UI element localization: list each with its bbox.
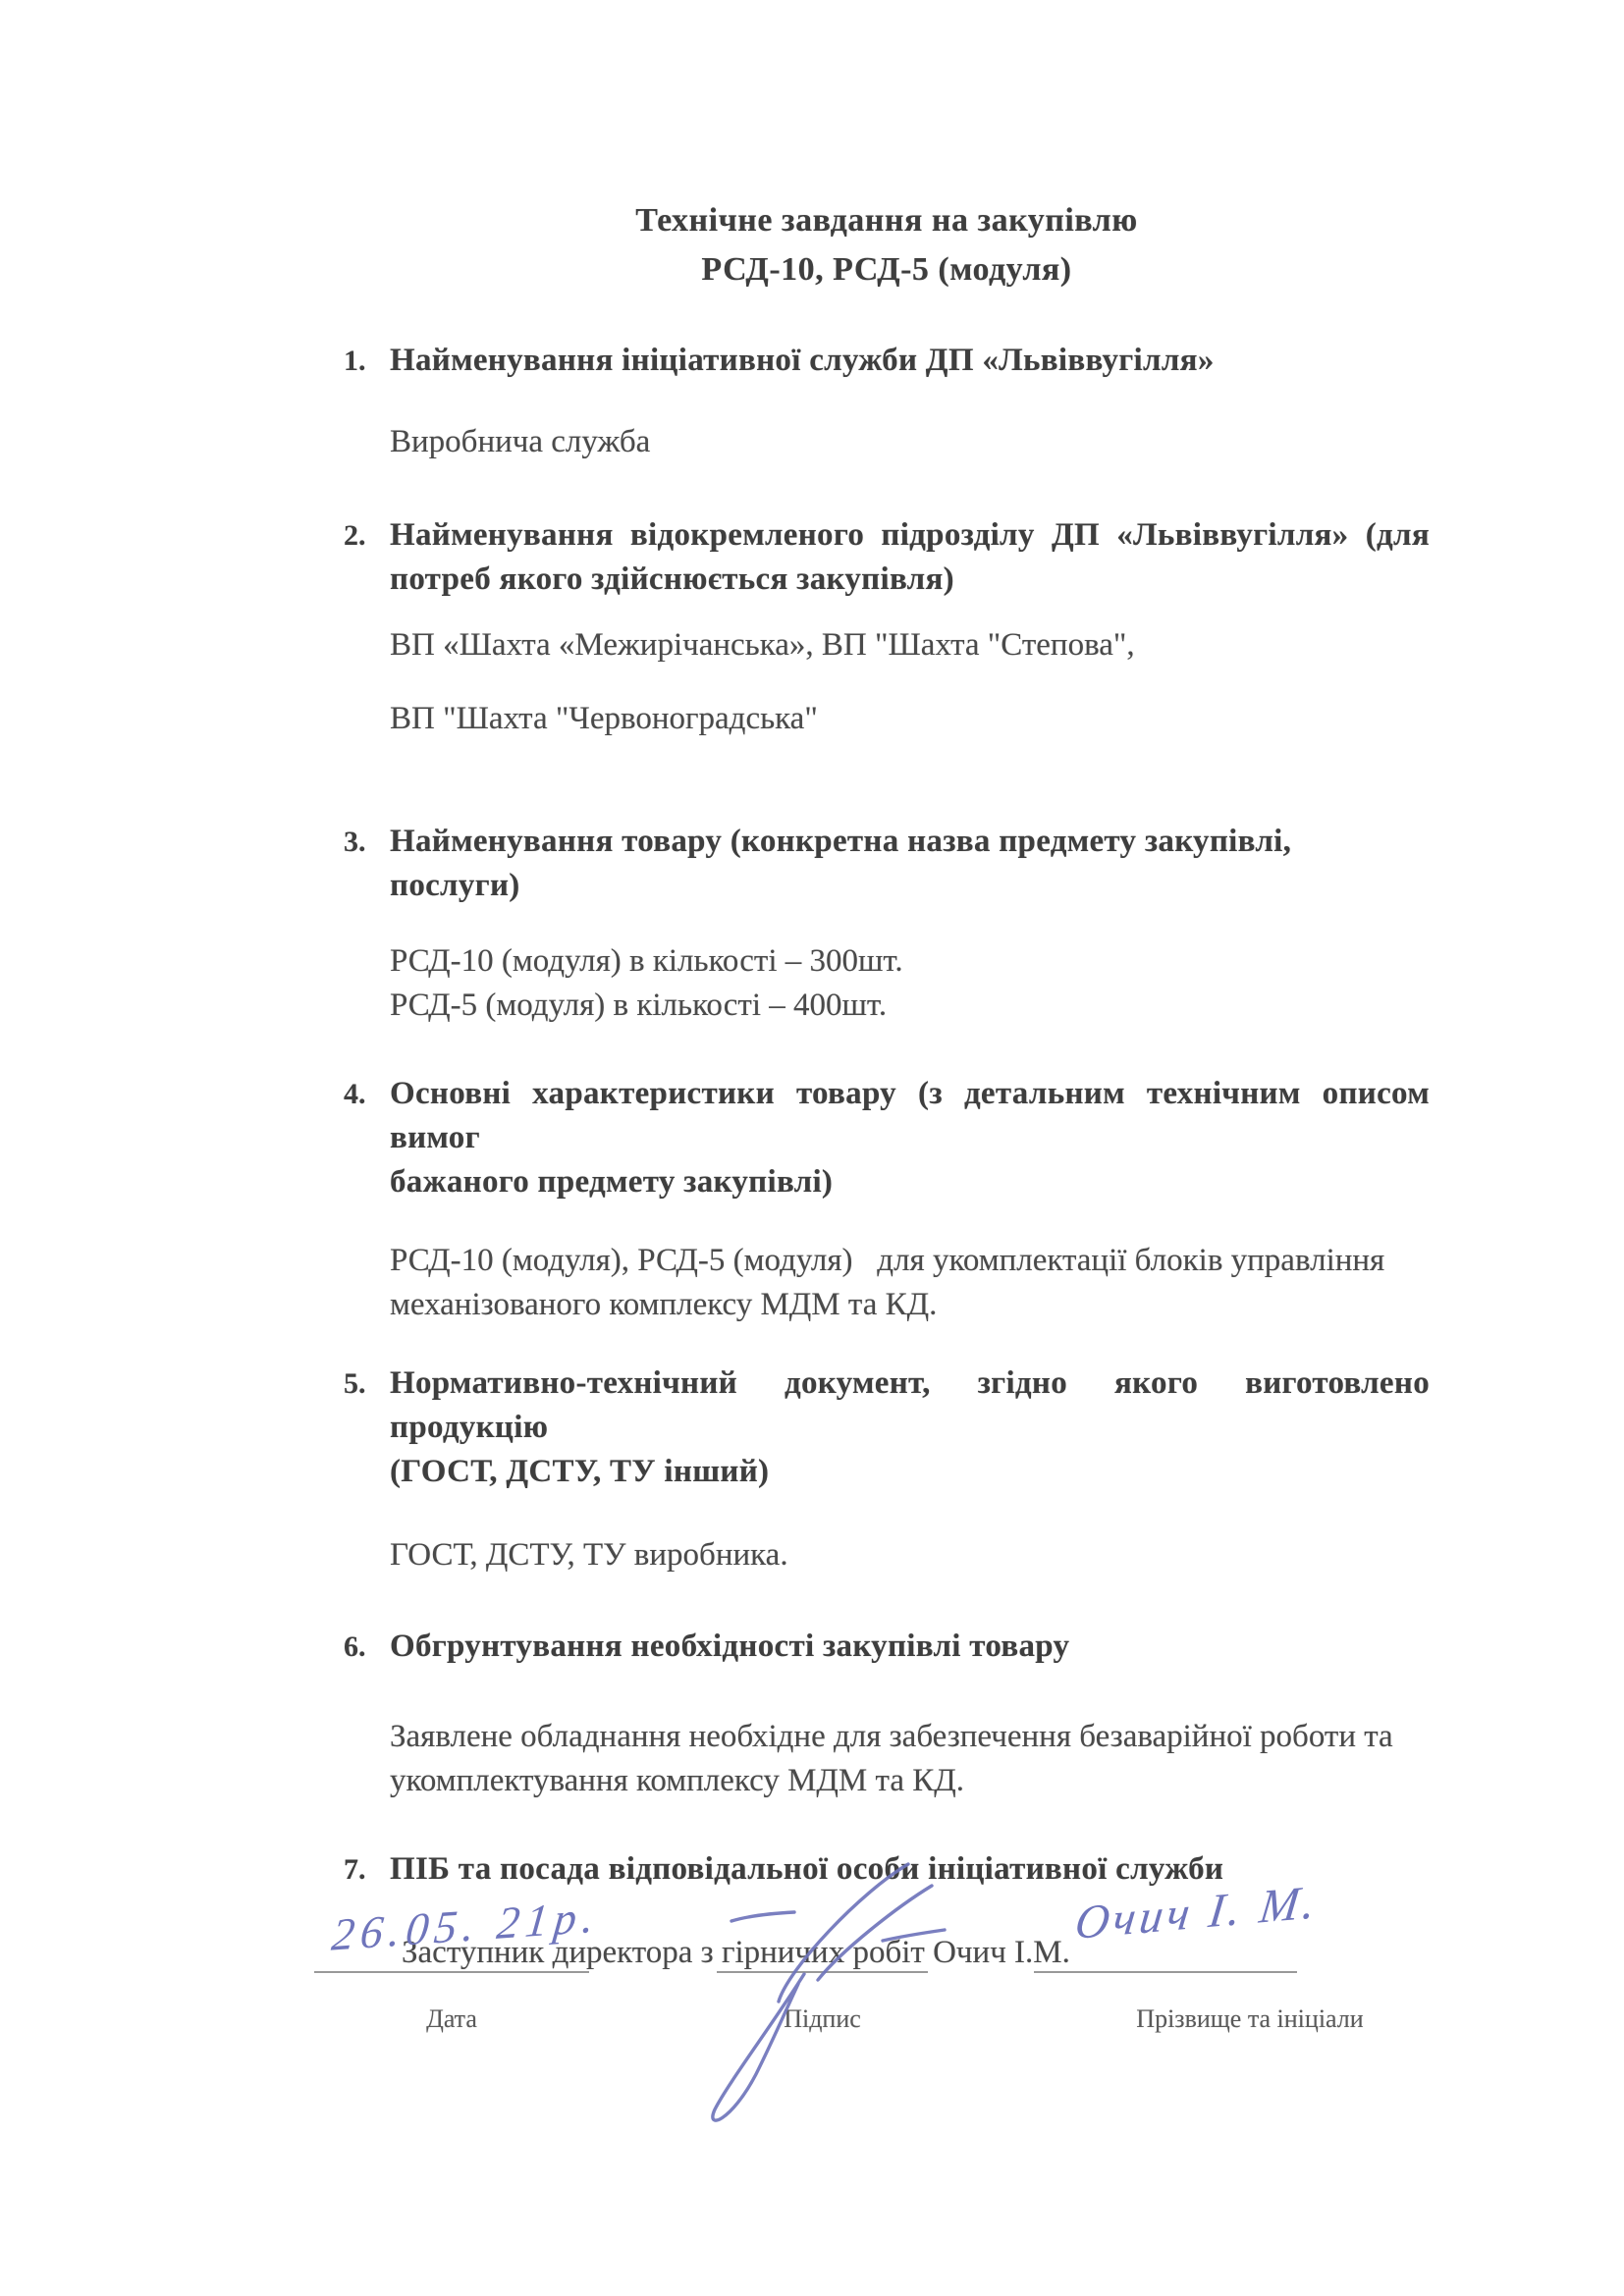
item-heading-line: Найменування товару (конкретна назва предмету закупівлі, послуги)	[390, 824, 1292, 903]
item-1	[344, 339, 1430, 464]
date-signature-group	[314, 1860, 603, 2034]
name-script-area	[1034, 1860, 1323, 1971]
signature-label: Підпис	[784, 2004, 861, 2033]
date-label: Дата	[426, 2004, 477, 2033]
item-number: 1.	[344, 345, 366, 377]
document-title-line1: Технічне завдання на закупівлю	[635, 202, 1138, 239]
item-heading	[390, 339, 1430, 383]
handwritten-date: 26.05. 21р.	[329, 1891, 603, 1960]
item-body-line: Заступник директора з гірничих робіт Очич І.М.	[402, 1935, 1070, 1970]
item-number: 2.	[344, 519, 366, 552]
item-body-line: РСД-5 (модуля) в кількості – 400шт.	[390, 988, 888, 1023]
item-heading-line: ПІБ та посада відповідальної особи ініціативної служби	[390, 1851, 1224, 1887]
item-2	[344, 513, 1430, 741]
item-heading-line: бажаного предмету закупівлі)	[390, 1164, 834, 1200]
item-heading	[390, 820, 1430, 908]
item-3	[344, 820, 1430, 1028]
handwritten-name: Очич І. М.	[1072, 1875, 1323, 1950]
signature-block	[0, 1860, 1624, 2155]
item-5	[344, 1362, 1430, 1577]
date-script-area	[314, 1860, 603, 1971]
item-number: 6.	[344, 1630, 366, 1663]
item-body-line: Заявлене обладнання необхідне для забезпечення безаварійної роботи та	[390, 1719, 1393, 1754]
item-number: 3.	[344, 826, 366, 858]
item-4	[344, 1072, 1430, 1327]
item-body-line: ГОСТ, ДСТУ, ТУ виробника.	[390, 1537, 788, 1573]
item-body-line: РСД-10 (модуля), РСД-5 (модуля) для укомплектації блоків управління	[390, 1243, 1385, 1278]
signature-script-area	[717, 1860, 928, 1971]
item-heading-line: потреб якого здійснюється закупівля)	[390, 561, 954, 597]
date-signature-line	[314, 1971, 589, 1973]
name-signature-group	[1034, 1860, 1364, 2034]
item-body-line: ВП «Шахта «Межирічанська», ВП "Шахта "Степова",	[390, 627, 1135, 663]
item-number: 7.	[344, 1853, 366, 1886]
item-heading-line: Основні характеристики товару (з детальним технічним описом вимог	[390, 1076, 1430, 1155]
item-heading-line: Найменування відокремленого підрозділу ДП «Львіввугілля» (для	[390, 517, 1430, 553]
document-content	[344, 0, 1430, 1975]
item-heading	[390, 1625, 1430, 1669]
name-signature-line	[1034, 1971, 1297, 1973]
document-title-line2: РСД-10, РСД-5 (модуля)	[701, 251, 1072, 288]
item-heading	[390, 1072, 1430, 1204]
item-heading	[390, 513, 1430, 602]
item-6	[344, 1625, 1430, 1803]
document-title	[344, 0, 1430, 294]
item-heading-line: Нормативно-технічний документ, згідно якого виготовлено продукцію	[390, 1365, 1430, 1445]
item-heading-line: (ГОСТ, ДСТУ, ТУ інший)	[390, 1454, 770, 1489]
signature-scrawl	[673, 1852, 977, 2147]
item-heading	[390, 1362, 1430, 1494]
item-number: 5.	[344, 1367, 366, 1400]
item-heading-line: Обгрунтування необхідності закупівлі товару	[390, 1629, 1070, 1664]
name-label: Прізвище та ініціали	[1136, 2004, 1364, 2033]
item-body-line: РСД-10 (модуля) в кількості – 300шт.	[390, 943, 903, 979]
item-number: 4.	[344, 1078, 366, 1110]
item-heading-line: Найменування ініціативної служби ДП «Львіввугілля»	[390, 343, 1215, 378]
item-body-line: механізованого комплексу МДМ та КД.	[390, 1287, 938, 1322]
item-body-line: ВП "Шахта "Червоноградська"	[390, 701, 818, 736]
signature-group	[717, 1860, 928, 2034]
item-body-line: укомплектування комплексу МДМ та КД.	[390, 1763, 965, 1798]
item-body-line: Виробнича служба	[390, 424, 651, 459]
